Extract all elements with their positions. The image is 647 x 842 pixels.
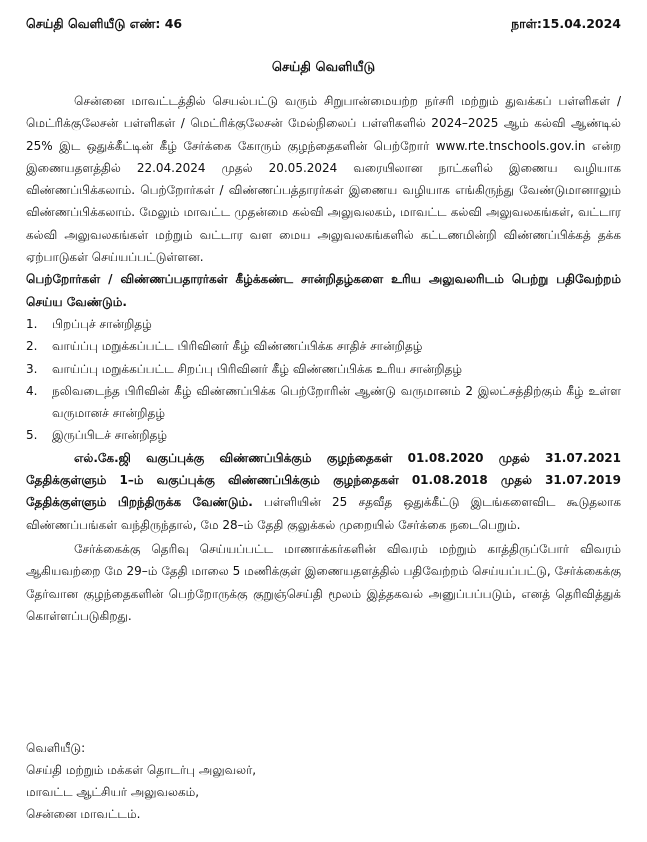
signature-label: வெளியீடு:: [26, 741, 86, 755]
paragraph-admission-info: சென்னை மாவட்டத்தில் செயல்பட்டு வரும் சிறுபான்மையற்ற நர்சரி மற்றும் துவக்கப் பள்ளிகள் / மெட்ரிக்குலேசன் பள்ளிகள் / மெட்ரிக்குலேசன் மேல்நிலைப் பள்ளிகளில் 2024–2025 ஆம் கல்வி ஆண்டில் 25% இட ஒதுக்கீட்டின் கீழ் சேர்க்கை கோரும் குழந்தைகளின் பெற்றோர் www.rte.tnschools.gov.in என்ற இணையதளத்தில் 22.04.2024 முதல் 20.05.2024 வரையிலான நாட்களில் இணைய வழியாக விண்ணப்பிக்கலாம். பெற்றோர்கள் / விண்ணப்பத்தாரர்கள் இணைய வழியாக எங்கிருந்து வேண்டுமானாலும் விண்ணப்பிக்கலாம். மேலும் மாவட்ட முதன்மை கல்வி அலுவலகம், மாவட்ட கல்வி அலுவலகங்கள், வட்டார கல்வி அலுவலகங்கள் மற்றும் வட்டார வள மைய அலுவலகங்களில் கட்டணமின்றி விண்ணப்பிக்கத் தக்க ஏற்பாடுகள் செய்யப்பட்டுள்ளன.: [26, 94, 621, 265]
signature-officer: செய்தி மற்றும் மக்கள் தொடர்பு அலுவலர்,: [26, 763, 257, 777]
release-date: நாள்:15.04.2024: [511, 16, 621, 31]
documents-required-heading: பெற்றோர்கள் / விண்ணப்பதாரர்கள் கீழ்க்கண்ட சான்றிதழ்களை உரிய அலுவலரிடம் பெற்று பதிவேற்றம் செய்ய வேண்டும்.: [26, 272, 621, 309]
age-eligibility-bold-text: எல்.கே.ஜி வகுப்புக்கு விண்ணப்பிக்கும் குழந்தைகள் 01.08.2020 முதல் 31.07.2021 தேதிக்குள்ளும் 1–ம் வகுப்புக்கு விண்ணப்பிக்கும் குழந்தைகள் 01.08.2018 முதல் 31.07.2019 தேதிக்குள்ளும் பிறந்திருக்க வேண்டும்.: [26, 450, 621, 510]
required-documents-list: [26, 313, 621, 447]
list-item-text: பிறப்புச் சான்றிதழ்: [52, 316, 152, 331]
list-item-number: 5.: [26, 428, 38, 443]
list-item: [26, 358, 621, 380]
list-item-text: வாய்ப்பு மறுக்கப்பட்ட பிரிவினர் கீழ் விண்ணப்பிக்க சாதிச் சான்றிதழ்: [52, 339, 423, 354]
lottery-info-text: பள்ளியின் 25 சதவீத ஒதுக்கீட்டு இடங்களைவிட கூடுதலாக விண்ணப்பங்கள் வந்திருந்தால், மே 28–ம் தேதி குலுக்கல் முறையில் சேர்க்கை நடைபெறும்.: [26, 495, 621, 532]
signature-district: சென்னை மாவட்டம்.: [26, 807, 141, 821]
header-row: [26, 14, 621, 34]
signature-office: மாவட்ட ஆட்சியர் அலுவலகம்,: [26, 785, 200, 799]
paragraph-selection-notice: சேர்க்கைக்கு தெரிவு செய்யப்பட்ட மாணாக்கர்களின் விவரம் மற்றும் காத்திருப்போர் விவரம் ஆகியவற்றை மே 29–ம் தேதி மாலை 5 மணிக்குள் இணையதளத்தில் பதிவேற்றம் செய்யப்பட்டு, சேர்க்கைக்கு தேர்வான குழந்தைகளின் பெற்றோருக்கு குறுஞ்செய்தி மூலம் இத்தகவல் அனுப்பப்படும், எனத் தெரிவித்துக் கொள்ளப்படுகிறது.: [26, 541, 621, 623]
list-item-number: 1.: [26, 316, 38, 331]
list-item-number: 2.: [26, 339, 38, 354]
list-item-number: 4.: [26, 383, 38, 398]
document-title: செய்தி வெளியீடு: [271, 60, 376, 75]
list-item: [26, 313, 621, 335]
list-item: [26, 380, 621, 425]
list-item: [26, 424, 621, 446]
release-number: செய்தி வெளியீடு எண்: 46: [26, 16, 183, 31]
list-item: [26, 335, 621, 357]
list-item-text: வாய்ப்பு மறுக்கப்பட்ட சிறப்பு பிரிவினர் கீழ் விண்ணப்பிக்க உரிய சான்றிதழ்: [52, 361, 463, 376]
list-item-text: இருப்பிடச் சான்றிதழ்: [52, 428, 168, 443]
signature-block: [26, 737, 256, 825]
list-item-number: 3.: [26, 361, 38, 376]
list-item-text: நலிவடைந்த பிரிவின் கீழ் விண்ணப்பிக்க பெற்றோரின் ஆண்டு வருமானம் 2 இலட்சத்திற்கும் கீழ் உள்ள வருமானச் சான்றிதழ்: [52, 383, 621, 421]
paragraph-age-eligibility: [26, 447, 621, 536]
